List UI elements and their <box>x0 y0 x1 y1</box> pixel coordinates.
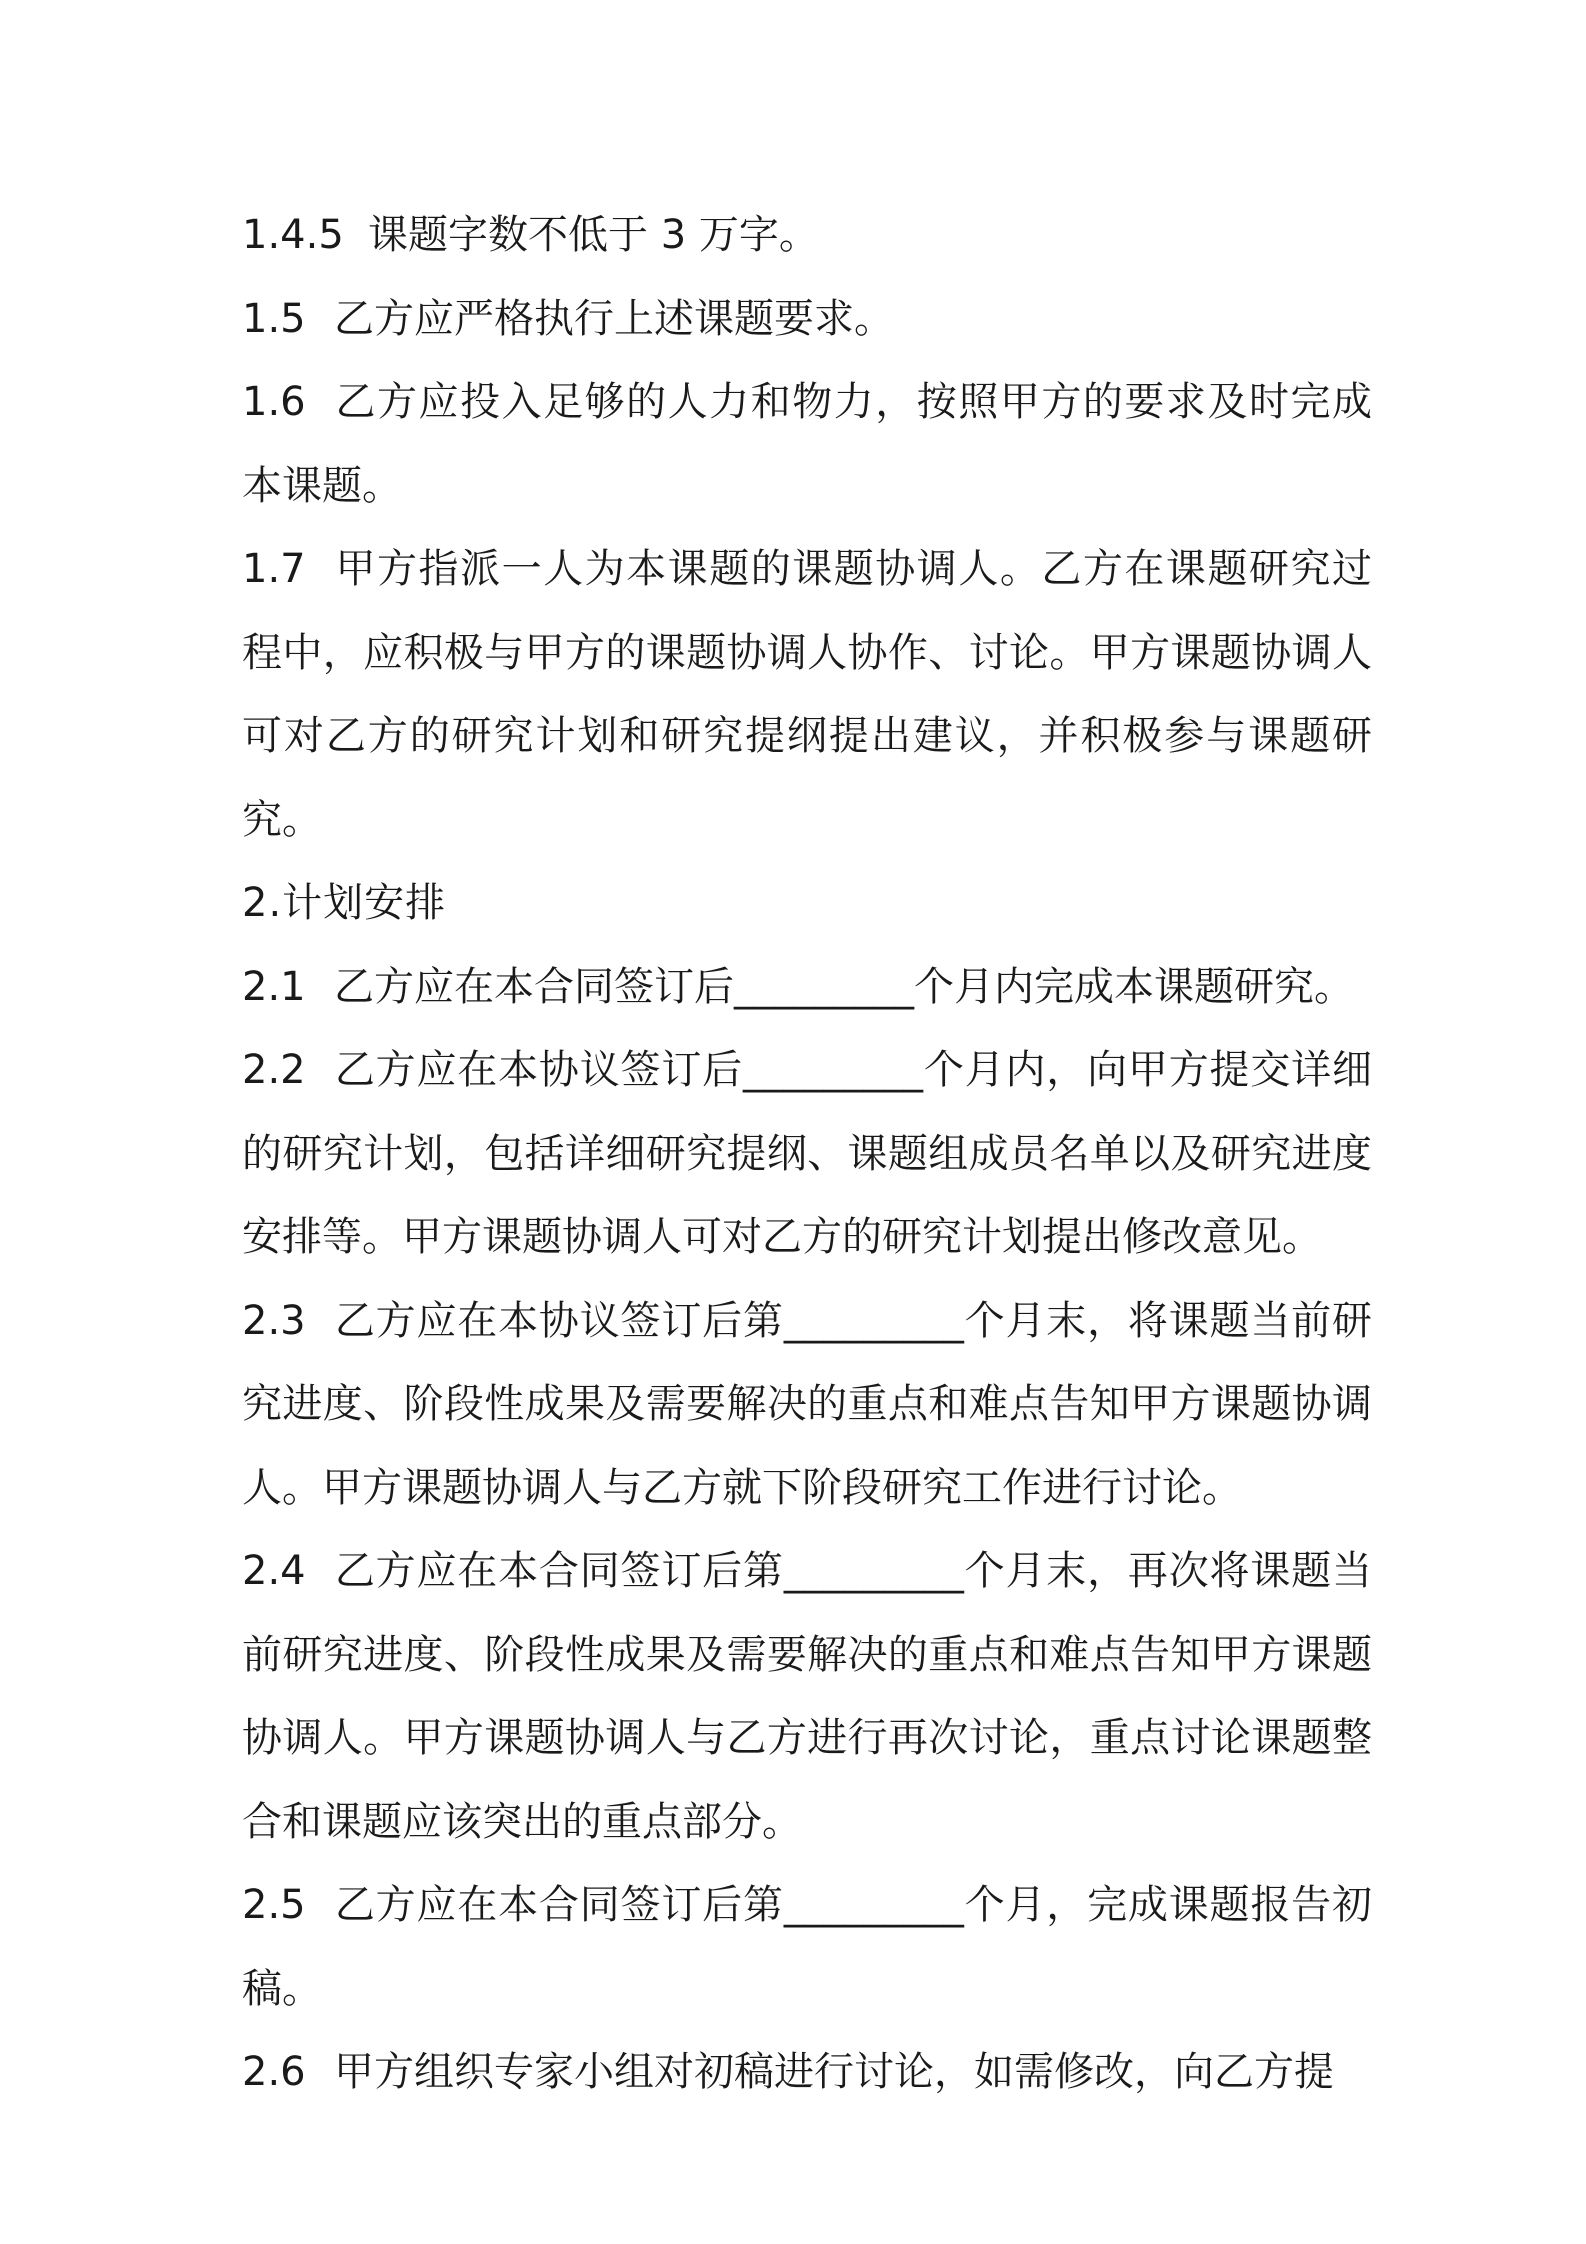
clause-text: 甲方组织专家小组对初稿进行讨论，如需修改，向乙方提 <box>334 2049 1334 2095</box>
clause-1-5 <box>242 278 1372 362</box>
clause-text: 乙方应在本合同签订后第_________个月末，再次将课题当前研究进度、阶段性成果及需要解决的重点和难点告知甲方课题协调人。甲方课题协调人与乙方进行再次讨论，重点讨论课题整合和课题应该突出的重点部分。 <box>242 1548 1372 1845</box>
clause-number: 2.1 <box>242 963 306 1010</box>
clause-2-4 <box>242 1530 1372 1864</box>
clause-number: 2.5 <box>242 1882 306 1928</box>
clause-text: 乙方应在本合同签订后第_________个月，完成课题报告初稿。 <box>242 1882 1372 2012</box>
clause-number: 2.3 <box>242 1297 306 1344</box>
clause-number: 1.5 <box>242 295 306 342</box>
clause-2-6 <box>242 2031 1372 2115</box>
clause-text: 乙方应在本协议签订后_________个月内，向甲方提交详细的研究计划，包括详细研究提纲、课题组成员名单以及研究进度安排等。甲方课题协调人可对乙方的研究计划提出修改意见。 <box>242 1047 1372 1260</box>
clause-number: 2.4 <box>242 1548 306 1594</box>
clause-number: 1.4.5 <box>242 212 344 258</box>
clause-text: 乙方应严格执行上述课题要求。 <box>334 295 894 342</box>
clause-text: 乙方应在本合同签订后_________个月内完成本课题研究。 <box>334 963 1354 1010</box>
clause-text: 课题字数不低于 3 万字。 <box>368 212 819 258</box>
clause-2-5 <box>242 1864 1372 2031</box>
section-heading-plan <box>242 862 1372 946</box>
clause-text: 乙方应投入足够的人力和物力，按照甲方的要求及时完成本课题。 <box>242 379 1372 509</box>
clause-number: 1.6 <box>242 379 306 425</box>
clause-number: 2.2 <box>242 1047 306 1093</box>
clause-1-4-5 <box>242 194 1372 278</box>
clause-2-1 <box>242 946 1372 1030</box>
clause-text: 乙方应在本协议签订后第_________个月末，将课题当前研究进度、阶段性成果及需要解决的重点和难点告知甲方课题协调人。甲方课题协调人与乙方就下阶段研究工作进行讨论。 <box>242 1297 1372 1511</box>
clause-1-6 <box>242 361 1372 528</box>
clause-1-7 <box>242 528 1372 862</box>
clause-2-3 <box>242 1280 1372 1531</box>
clause-number: 2.6 <box>242 2049 306 2095</box>
document-body <box>242 194 1372 2115</box>
clause-2-2 <box>242 1029 1372 1280</box>
clause-number: 1.7 <box>242 546 306 592</box>
section-heading-text: 2.计划安排 <box>242 880 447 926</box>
clause-text: 甲方指派一人为本课题的课题协调人。乙方在课题研究过程中，应积极与甲方的课题协调人协作、讨论。甲方课题协调人可对乙方的研究计划和研究提纲提出建议，并积极参与课题研究。 <box>242 546 1372 843</box>
